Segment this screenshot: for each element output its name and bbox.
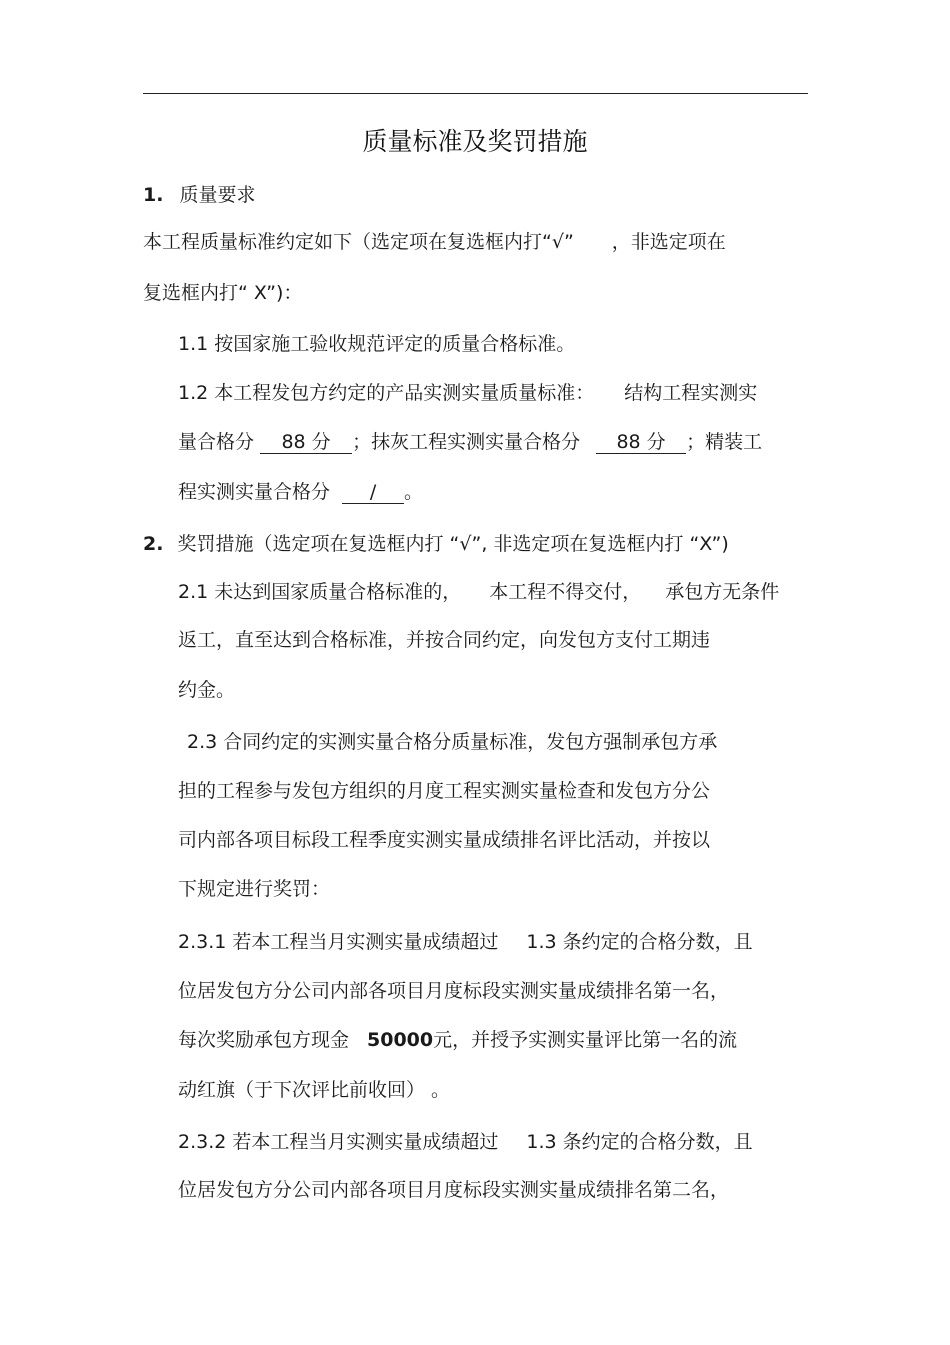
item-text-cont: 1.3 条约定的合格分数，且 <box>526 931 753 953</box>
item-2-3-2-line-1 <box>178 1130 753 1154</box>
section-heading-text: 奖罚措施（选定项在复选框内打 “√”, 非选定项在复选框内打 “X”) <box>177 533 729 555</box>
item-2-3-2-line-2: 位居发包方分公司内部各项目月度标段实测实量成绩排名第二名， <box>178 1179 730 1201</box>
item-text-post: 。 <box>404 481 424 503</box>
item-2-3-1-line-4: 动红旗（于下次评比前收回） 。 <box>178 1079 451 1101</box>
item-1-1: 1.1 按国家施工验收规范评定的质量合格标准。 <box>178 333 576 355</box>
item-text-cont: 本工程不得交付， <box>489 581 642 603</box>
section-2-heading <box>143 532 729 556</box>
item-2-1-line-2: 返工，直至达到合格标准，并按合同约定，向发包方支付工期违 <box>178 629 711 651</box>
item-text-end: 承包方无条件 <box>665 581 780 603</box>
item-text: 2.3.1 若本工程当月实测实量成绩超过 <box>178 931 499 953</box>
section-heading-text: 质量要求 <box>179 184 256 206</box>
structure-score-field: 88 分 <box>260 431 352 454</box>
item-1-2-line-1 <box>178 381 757 405</box>
item-1-2-line-3 <box>178 480 423 504</box>
intro-text: 本工程质量标准约定如下（选定项在复选框内打“√” <box>143 231 574 253</box>
item-2-3-line-4: 下规定进行奖罚： <box>178 878 331 900</box>
item-text: 每次奖励承包方现金 <box>178 1029 350 1051</box>
item-text: 量合格分 <box>178 431 255 453</box>
item-text-post: ；精装工 <box>686 431 763 453</box>
item-2-3-line-1: 2.3 合同约定的实测实量合格分质量标准，发包方强制承包方承 <box>187 731 718 753</box>
header-rule <box>143 93 808 94</box>
item-1-2-line-2 <box>178 430 762 454</box>
item-text-mid: ；抹灰工程实测实量合格分 <box>352 431 581 453</box>
section-number: 2. <box>143 533 164 555</box>
item-2-3-1-line-2: 位居发包方分公司内部各项目月度标段实测实量成绩排名第一名， <box>178 980 730 1002</box>
item-2-1-line-1 <box>178 580 779 604</box>
item-text: 2.3.2 若本工程当月实测实量成绩超过 <box>178 1131 499 1153</box>
item-2-3-1-line-1 <box>178 930 753 954</box>
reward-amount: 50000 <box>367 1029 434 1051</box>
plaster-score-field: 88 分 <box>596 431 686 454</box>
section-1-intro-line-1 <box>143 230 726 254</box>
item-2-3-line-2: 担的工程参与发包方组织的月度工程实测实量检查和发包方分公 <box>178 780 711 802</box>
item-2-3-1-line-3 <box>178 1028 737 1052</box>
decoration-score-field: / <box>342 481 404 504</box>
item-text: 2.1 未达到国家质量合格标准的， <box>178 581 462 603</box>
item-text-post: 元，并授予实测实量评比第一名的流 <box>433 1029 738 1051</box>
section-1-intro-line-2: 复选框内打“ X”)： <box>143 282 303 304</box>
page-title: 质量标准及奖罚措施 <box>362 127 588 156</box>
item-text: 1.2 本工程发包方约定的产品实测实量质量标准： <box>178 382 595 404</box>
item-2-3-line-3: 司内部各项目标段工程季度实测实量成绩排名评比活动，并按以 <box>178 829 711 851</box>
item-text-cont: 1.3 条约定的合格分数，且 <box>526 1131 753 1153</box>
section-1-heading <box>143 183 256 207</box>
item-text: 程实测实量合格分 <box>178 481 331 503</box>
item-text-cont: 结构工程实测实 <box>624 382 758 404</box>
intro-text-cont: ，非选定项在 <box>611 231 726 253</box>
section-number: 1. <box>143 184 164 206</box>
item-2-1-line-3: 约金。 <box>178 679 236 701</box>
